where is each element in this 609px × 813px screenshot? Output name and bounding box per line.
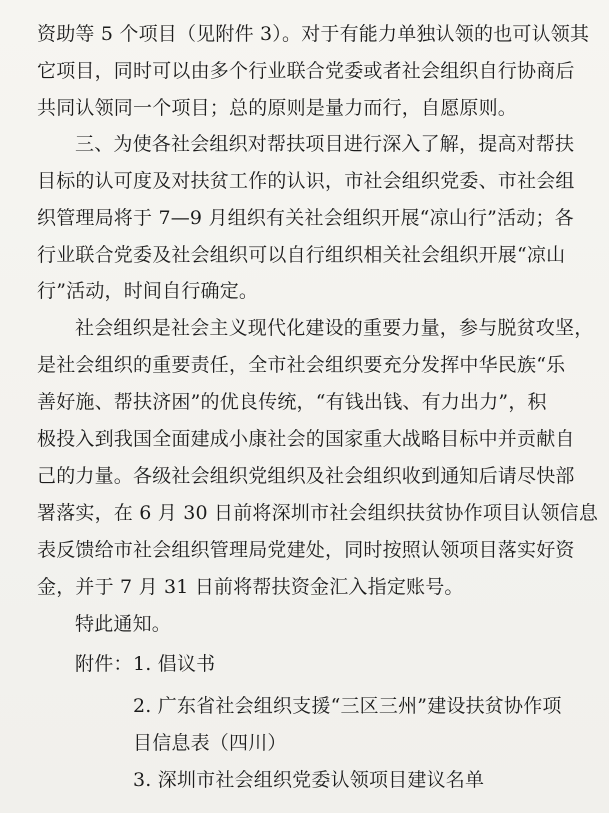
attachment-item-2-cont: 目信息表（四川） — [133, 732, 287, 754]
text-line-2: 它项目，同时可以由多个行业联合党委或者社会组织自行协商后 — [37, 60, 575, 82]
text-line-3: 共同认领同一个项目；总的原则是量力而行，自愿原则。 — [37, 97, 518, 119]
text-line-10: 是社会组织的重要责任，全市社会组织要充分发挥中华民族“乐 — [37, 354, 566, 376]
text-line-6: 织管理局将于 7—9 月组织有关社会组织开展“凉山行”活动；各 — [37, 207, 574, 229]
text-line-5: 目标的认可度及对扶贫工作的认识，市社会组织党委、市社会组 — [37, 170, 575, 192]
text-line-16: 金，并于 7 月 31 日前将帮扶资金汇入指定账号。 — [37, 576, 464, 598]
text-line-4: 三、为使各社会组织对帮扶项目进行深入了解，提高对帮扶 — [75, 133, 575, 155]
closing-line: 特此通知。 — [75, 613, 172, 635]
text-line-15: 表反馈给市社会组织管理局党建处，同时按照认领项目落实好资 — [37, 539, 575, 561]
text-line-13: 己的力量。各级社会组织党组织及社会组织收到通知后请尽快部 — [37, 465, 575, 487]
text-line-12: 极投入到我国全面建成小康社会的国家重大战略目标中并贡献自 — [37, 428, 575, 450]
text-line-1: 资助等 5 个项目（见附件 3）。对于有能力单独认领的也可认领其 — [37, 23, 590, 45]
text-line-8: 行”活动，时间自行确定。 — [37, 280, 259, 302]
text-line-11: 善好施、帮扶济困”的优良传统，“有钱出钱、有力出力”，积 — [37, 391, 547, 413]
attachment-item-3: 3. 深圳市社会组织党委认领项目建议名单 — [133, 769, 485, 791]
text-line-9: 社会组织是社会主义现代化建设的重要力量，参与脱贫攻坚， — [75, 317, 594, 339]
text-line-14: 署落实，在 6 月 30 日前将深圳市社会组织扶贫协作项目认领信息 — [37, 502, 599, 524]
attachments-label: 附件： — [75, 653, 133, 675]
attachment-item-2: 2. 广东省社会组织支援“三区三州”建设扶贫协作项 — [133, 695, 562, 717]
text-line-7: 行业联合党委及社会组织可以自行组织相关社会组织开展“凉山 — [37, 244, 566, 266]
attachment-item-1: 1. 倡议书 — [133, 653, 216, 675]
